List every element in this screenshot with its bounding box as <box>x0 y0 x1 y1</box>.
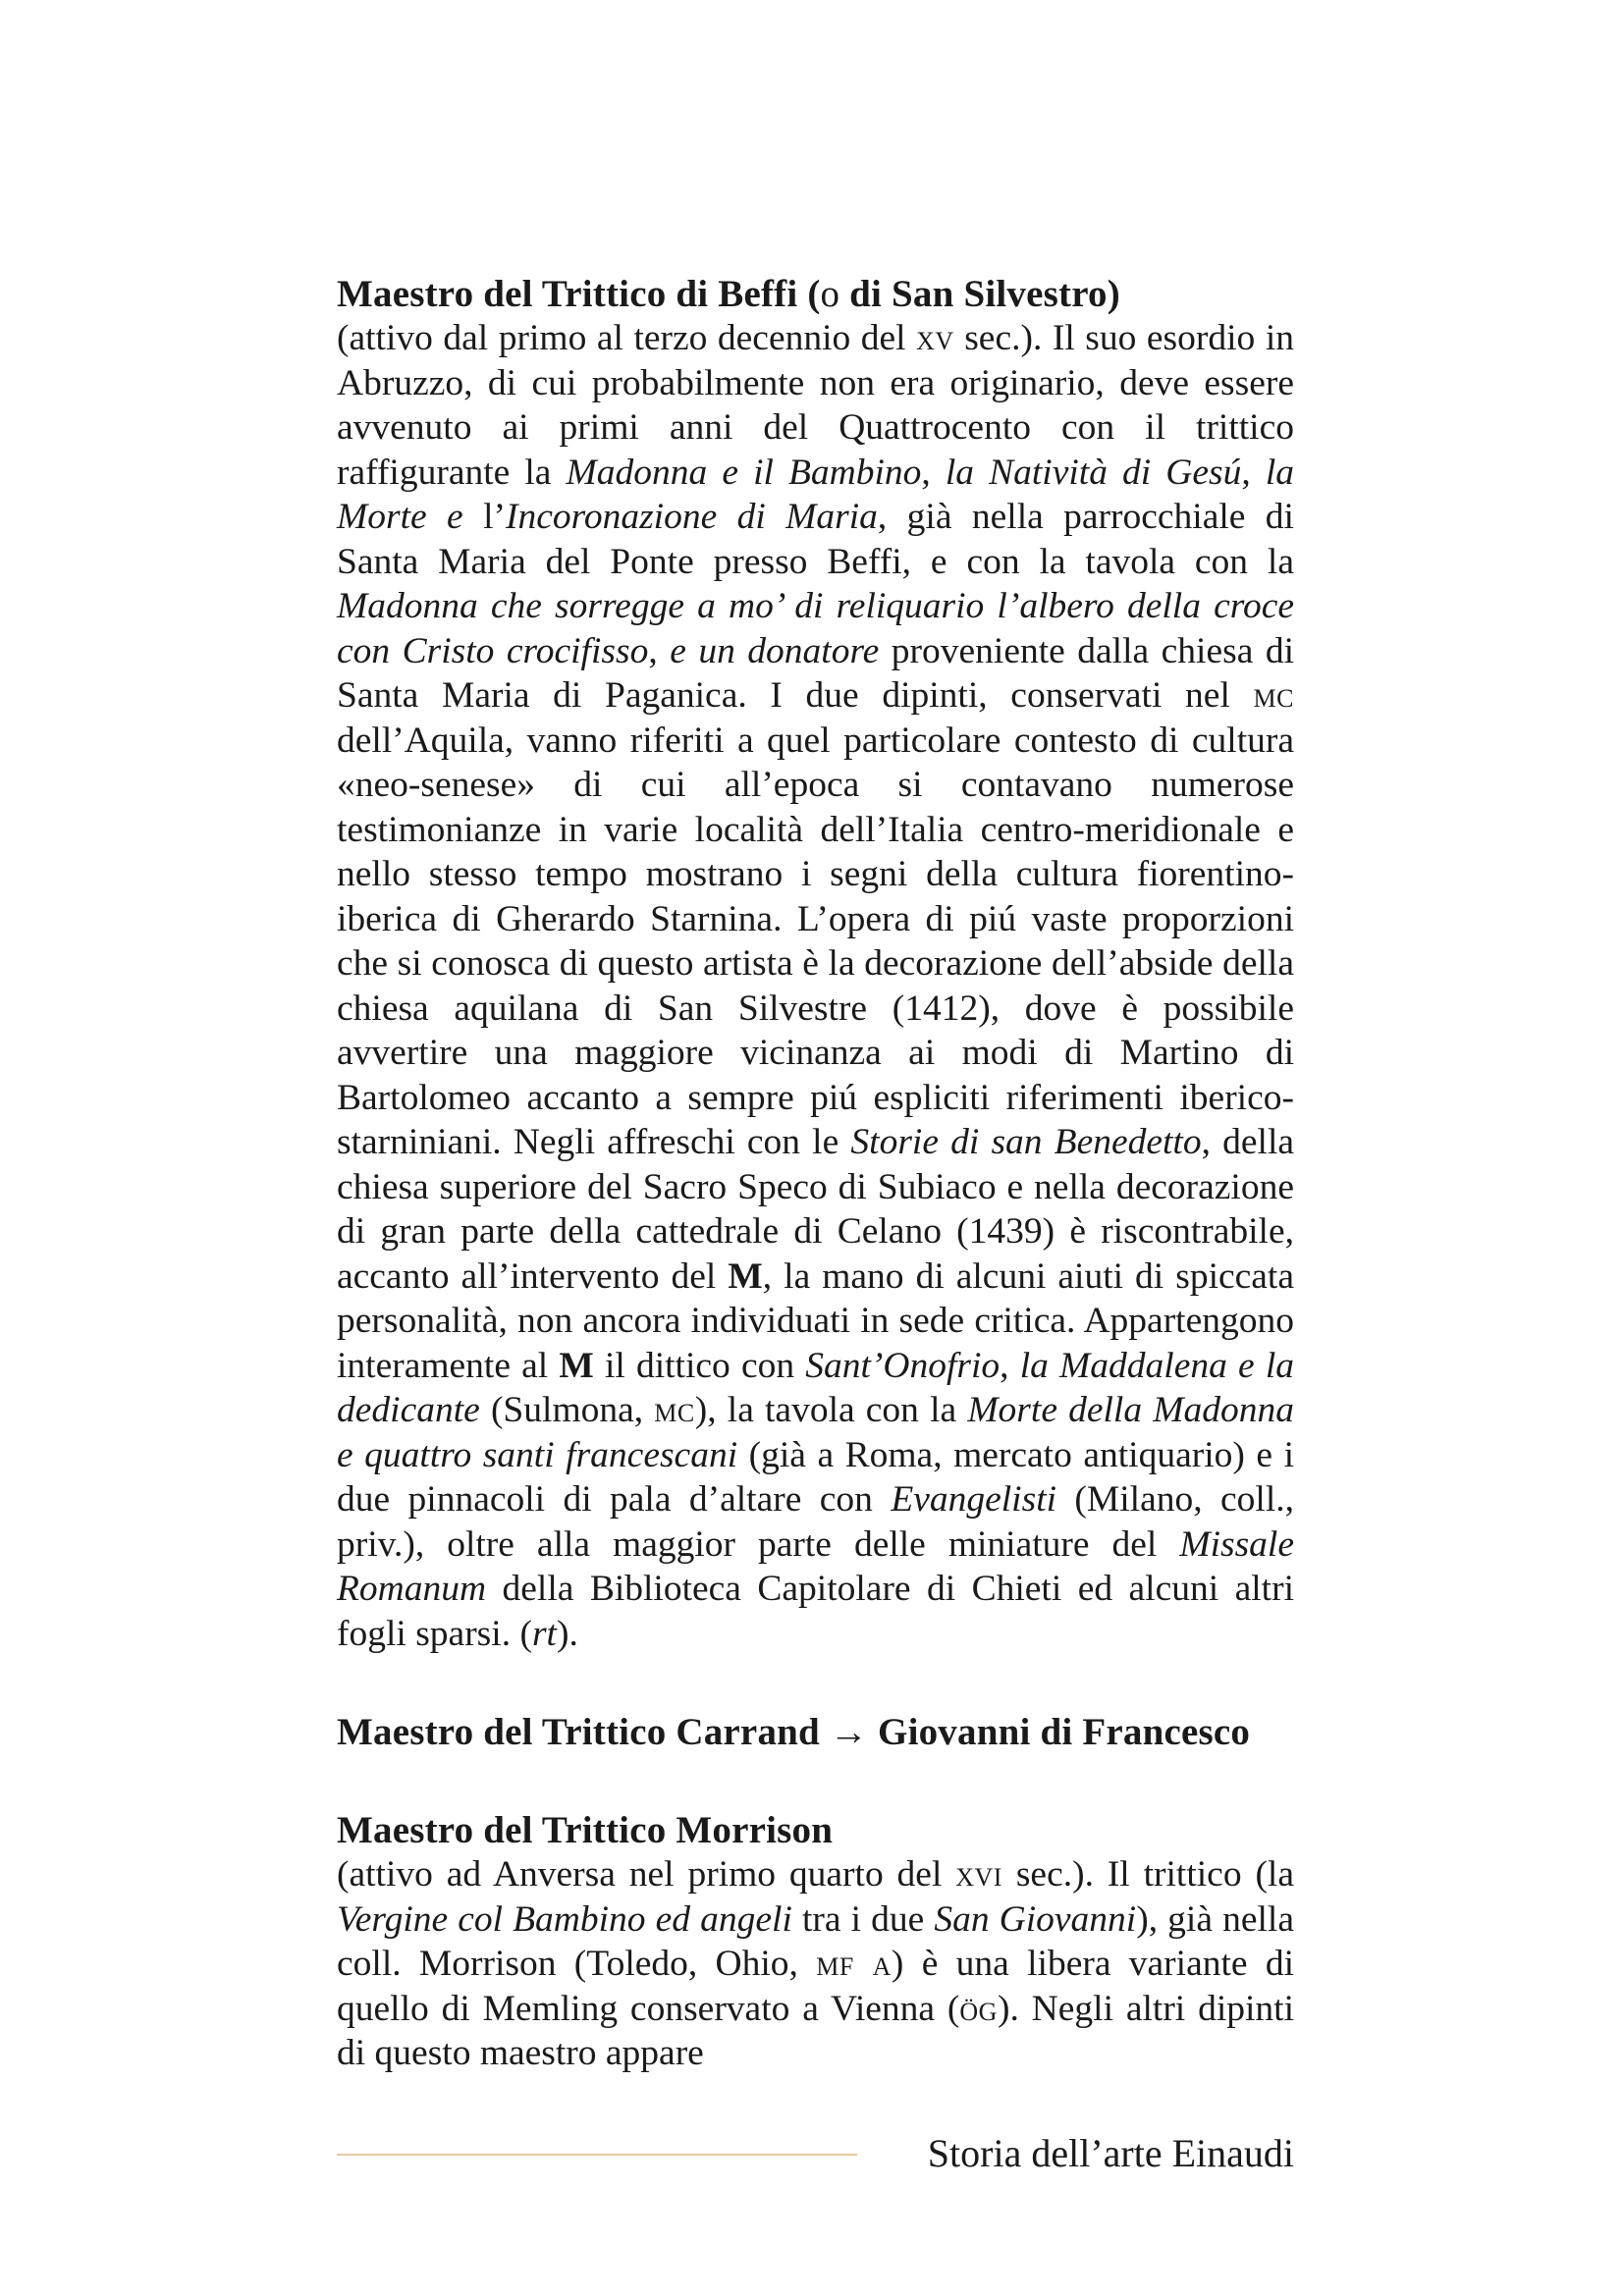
footer-publisher: Storia dell’arte Einaudi <box>927 2131 1294 2175</box>
text-run: ). Negli altri dipinti di questo maestro appare <box>337 1988 1294 2073</box>
text-run: Maestro del Trittico Morrison <box>337 1809 834 1851</box>
text-run: dell’Aquila, vanno riferiti a quel particolare contesto di cultura «neo-senese» di cui all’epoca si contavano numerose testimonianze in varie località dell’Italia centro-meridionale e nello stesso tempo mostrano i segni della cultura fiorentino-iberica di Gherardo Starnina. L’opera di piú vaste proporzioni che si conosca di questo artista è la decorazione dell’abside della chiesa aquilana di San Silvestre (1412), dove è possibile avvertire una maggiore vicinanza ai modi di Martino di Bartolomeo accanto a sempre piú espliciti riferimenti iberico-starniniani. Negli affreschi con le <box>337 720 1294 1162</box>
text-run: Maestro del Trittico Carrand <box>337 1711 830 1753</box>
page-footer <box>337 2128 1294 2187</box>
text-run: di San Silvestro) <box>839 273 1120 315</box>
text-run: sec.). Il suo esordio in Abruzzo, di cui probabilmente non era originario, deve essere avvenuto ai primi anni del Quattrocento con il trittico raffigurante la <box>337 318 1294 493</box>
text-run: la Natività di Gesú <box>945 452 1242 493</box>
text-run: (attivo dal primo al terzo decennio del <box>337 318 917 358</box>
text-run: e un donatore <box>670 630 880 671</box>
cross-reference-entry <box>337 1711 1294 1754</box>
text-run: San Giovanni <box>934 1898 1137 1940</box>
text-run: (attivo ad Anversa nel primo quarto del <box>337 1854 956 1895</box>
text-run: , <box>921 452 946 493</box>
entries-list <box>337 273 1294 2076</box>
text-run: Madonna e il Bambino <box>566 452 922 493</box>
entry-heading <box>337 273 1294 316</box>
text-run: mc <box>654 1390 695 1430</box>
text-run: , già nella parrocchiale di Santa Maria del Ponte presso Beffi, e con la tavola con la <box>337 497 1294 582</box>
text-run: Evangelisti <box>891 1479 1057 1520</box>
text-run: proveniente dalla chiesa di Santa Maria di Paganica. I due dipinti, conservati nel <box>337 630 1294 716</box>
entry-body <box>337 316 1294 1656</box>
text-run: Maestro del Trittico di Beffi ( <box>337 273 821 315</box>
text-run: Madonna che sorregge a mo’ di reliquario l’albero della croce con Cristo crocifisso <box>337 586 1294 671</box>
footer-rule <box>337 2154 857 2156</box>
entry-body <box>337 1852 1294 2076</box>
text-run: xv <box>916 318 954 358</box>
text-run: o <box>820 273 840 315</box>
text-run: della Biblioteca Capitolare di Chieti ed alcuni altri fogli sparsi. ( <box>337 1569 1294 1654</box>
text-run: , della chiesa superiore del Sacro Speco di Subiaco e nella decorazione di gran parte della cattedrale di Celano (1439) è riscontrabile, accanto all’intervento del <box>337 1122 1295 1297</box>
text-run: M <box>728 1255 763 1297</box>
text-run: Incoronazione di Maria <box>505 497 878 537</box>
dictionary-entry <box>337 273 1294 1656</box>
text-run: Missale Romanum <box>337 1523 1294 1609</box>
text-run: l’ <box>462 497 506 537</box>
text-run: Sant’Onofrio <box>805 1345 1001 1386</box>
text-run: mc <box>1253 675 1294 716</box>
text-run: ), già nella coll. Morrison (Toledo, Ohio, <box>337 1898 1294 1984</box>
text-run: tra i due <box>791 1898 935 1940</box>
text-run: la Maddalena e la dedicante <box>337 1345 1294 1430</box>
text-run: , <box>1000 1345 1020 1386</box>
text-run: Vergine col Bambino ed angeli <box>337 1898 792 1940</box>
entry-heading <box>337 1711 1294 1754</box>
text-run: Giovanni di Francesco <box>868 1711 1251 1753</box>
text-run: , <box>1241 452 1266 493</box>
text-run: rt <box>531 1613 557 1654</box>
text-run: (Milano, coll., priv.), oltre alla maggior parte delle miniature del <box>337 1479 1294 1565</box>
text-run: (Sulmona, <box>479 1390 655 1430</box>
text-run: sec.). Il trittico (la <box>1001 1854 1294 1895</box>
text-run: Morte della Madonna e quattro santi francescani <box>337 1390 1294 1475</box>
text-run: , <box>648 630 671 671</box>
text-run: ), la tavola con la <box>694 1390 968 1430</box>
text-run: la Morte e <box>337 452 1295 537</box>
text-run: (già a Roma, mercato antiquario) e i due pinnacoli di pala d’altare con <box>337 1434 1294 1520</box>
entry-heading <box>337 1809 1294 1852</box>
document-page <box>337 273 1294 2131</box>
text-run: Storie di san Benedetto <box>850 1122 1202 1162</box>
text-run: ). <box>556 1613 578 1654</box>
text-run: M <box>559 1345 594 1386</box>
text-run: il dittico con <box>593 1345 806 1386</box>
text-run: ) è una libera variante di quello di Memling conservato a Vienna ( <box>337 1944 1295 2029</box>
dictionary-entry <box>337 1809 1294 2076</box>
text-run: , la mano di alcuni aiuti di spiccata personalità, non ancora individuati in sede critica. Appartengono interamente al <box>337 1255 1294 1386</box>
text-run: ög <box>959 1988 998 2029</box>
text-run: mf a <box>816 1944 892 1984</box>
text-run: xvi <box>955 1854 1002 1895</box>
text-run: → <box>829 1711 869 1753</box>
